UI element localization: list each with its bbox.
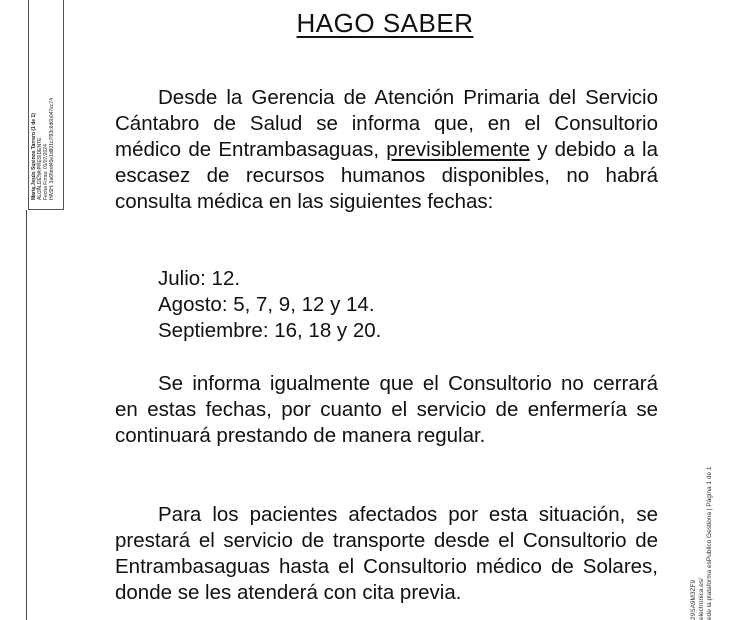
verification-footer — [690, 467, 714, 620]
signature-seal-icon — [30, 160, 44, 194]
signature-line: Fecha Firma: 01/07/2024 — [43, 144, 49, 200]
list-item: Agosto: 5, 7, 9, 12 y 14. — [158, 293, 375, 316]
list-item: Septiembre: 16, 18 y 20. — [158, 319, 382, 342]
page-title: HAGO SABER — [296, 8, 474, 38]
signature-line: Maria Jesús Susinos Tarrero (1 de 1) — [31, 113, 37, 200]
paragraph-text: Desde la Gerencia de Atención Primaria del Servicio Cántabro de Salud se informa que, en el Consultorio médico de Entrambasaguas, — [115, 86, 658, 161]
paragraph-text: y debido a la escasez de recursos humanos disponibles, no habrá consulta médica en las siguientes fechas: — [115, 138, 659, 213]
footer-line: 29SA9M3ZF9 — [690, 579, 697, 620]
signature-line: HASH: 3a6fbbd45e1d801c7f93c6d6b047ec74 — [49, 97, 55, 200]
footer-line: ede la plataforma esPublico Gestiona | Página 1 de 1 — [706, 466, 713, 620]
paragraph-transport: Para los pacientes afectados por esta situación, se prestará el servicio de transporte desde el Consultorio de Entrambasaguas hasta el Consultorio médico de Solares, donde se les atenderá con cita previa. — [115, 503, 658, 604]
underlined-word: previsiblemente — [386, 138, 530, 161]
footer-line: electronica.es/ — [698, 578, 705, 620]
closure-dates-list — [158, 266, 381, 344]
signature-line: ALCALDESA PRESIDENTE — [37, 137, 43, 200]
paragraph-nursing: Se informa igualmente que el Consultorio no cerrará en estas fechas, por cuanto el servicio de enfermería se continuará prestando de manera regular. — [115, 372, 658, 447]
list-item: Julio: 12. — [158, 267, 241, 290]
margin-line — [26, 210, 27, 620]
paragraph-intro — [115, 85, 658, 215]
